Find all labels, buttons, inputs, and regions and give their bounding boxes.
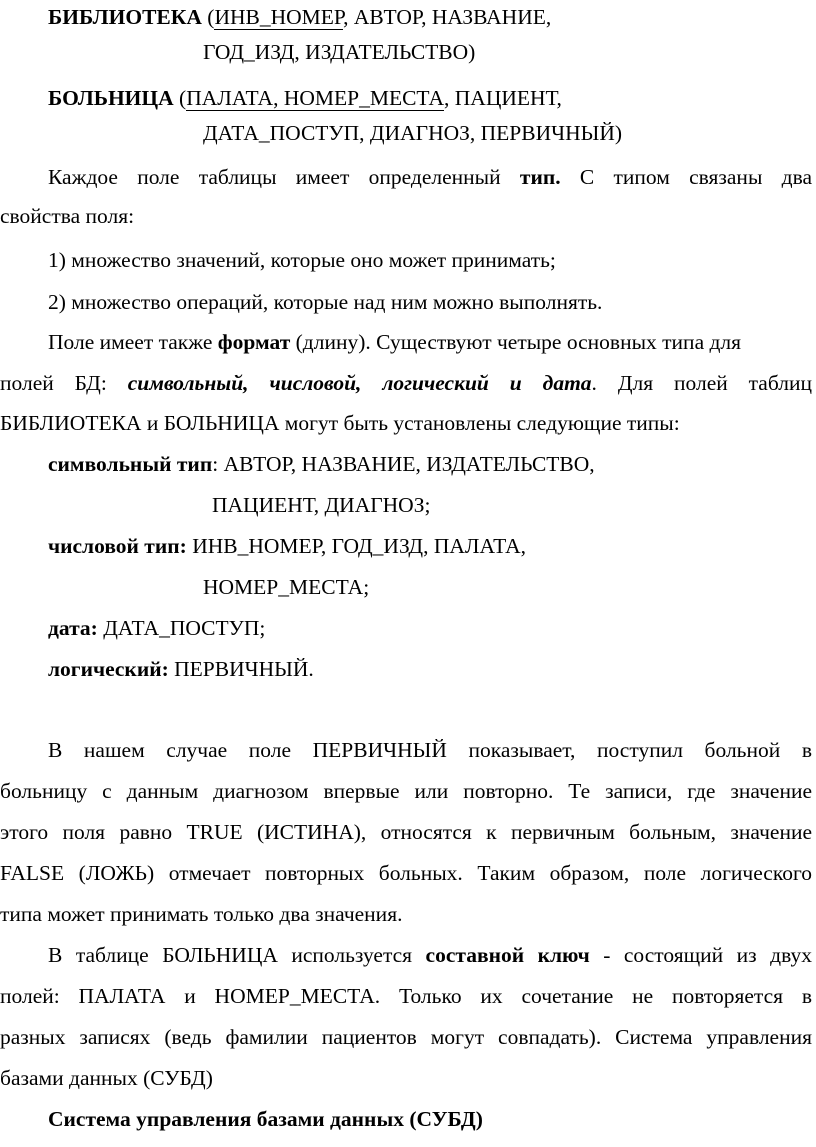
format-text-g: БИБЛИОТЕКА и БОЛЬНИЦА могут быть установлены следующие типы:	[0, 411, 680, 435]
date-type-line	[48, 613, 816, 643]
library-key-field: ИНВ_НОМЕР	[214, 5, 344, 29]
char-type-values-2: ПАЦИЕНТ, ДИАГНОЗ;	[212, 493, 431, 517]
para3-line4	[0, 858, 816, 888]
format-text-a: Поле имеет также	[48, 330, 218, 354]
format-term: формат	[217, 330, 291, 354]
hospital-schema-line1	[48, 83, 816, 113]
para3-text-2: больницу с данным диагнозом впервые или повторно. Те записи, где значение	[0, 779, 812, 803]
para3-text-1: В нашем случае поле ПЕРВИЧНЫЙ показывает, поступил больной в	[48, 738, 812, 762]
date-type-value: ДАТА_ПОСТУП;	[97, 616, 266, 640]
list-item-2	[48, 287, 816, 317]
num-type-label: числовой тип:	[48, 534, 187, 558]
bool-type-line	[48, 654, 816, 684]
bool-type-value: ПЕРВИЧНЫЙ.	[168, 657, 314, 681]
list-item-1	[48, 245, 816, 275]
char-type-line2	[212, 490, 816, 520]
type-intro-text-d: свойства поля:	[0, 204, 135, 228]
format-line3	[0, 408, 816, 438]
para4-line3	[0, 1022, 816, 1052]
char-type-label: символьный тип	[48, 452, 213, 476]
type-intro-text-a: Каждое поле таблицы имеет определенный	[48, 165, 501, 189]
format-line1	[48, 327, 816, 357]
type-term: тип.	[519, 165, 561, 189]
format-text-d: полей БД:	[0, 371, 107, 395]
date-type-label: дата:	[48, 616, 98, 640]
para4-line1	[48, 940, 816, 970]
hospital-table-name: БОЛЬНИЦА	[48, 86, 174, 110]
hospital-open-paren: (	[173, 86, 187, 110]
library-schema-line1	[48, 2, 816, 32]
para4-text-1c: - состоящий из двух	[589, 943, 812, 967]
library-open-paren: (	[201, 5, 215, 29]
type-intro-text-c: С типом связаны два	[579, 165, 812, 189]
library-fields-1: , АВТОР, НАЗВАНИЕ,	[343, 5, 552, 29]
format-line2	[0, 368, 816, 398]
para4-text-1a: В таблице БОЛЬНИЦА используется	[48, 943, 426, 967]
num-type-values-1: ИНВ_НОМЕР, ГОД_ИЗД, ПАЛАТА,	[186, 534, 527, 558]
hospital-fields-1: , ПАЦИЕНТ,	[444, 86, 562, 110]
para4-line4	[0, 1063, 816, 1093]
para3-text-3: этого поля равно TRUE (ИСТИНА), относятся к первичным больным, значение	[0, 820, 812, 844]
para3-text-4: FALSE (ЛОЖЬ) отмечает повторных больных. Таким образом, поле логического	[0, 861, 812, 885]
num-type-line1	[48, 531, 816, 561]
para3-line3	[0, 817, 816, 847]
type-intro-line2	[0, 201, 816, 231]
format-text-f: . Для полей таблиц	[591, 371, 812, 395]
hospital-fields-2: ДАТА_ПОСТУП, ДИАГНОЗ, ПЕРВИЧНЫЙ)	[203, 121, 623, 145]
type-intro-line1	[48, 162, 816, 192]
para3-line1	[48, 735, 816, 765]
types-list-emph: символьный, числовой, логический и дата	[127, 371, 592, 395]
library-fields-2: ГОД_ИЗД, ИЗДАТЕЛЬСТВО)	[203, 40, 476, 64]
para3-text-5: типа может принимать только два значения.	[0, 902, 403, 926]
library-schema-line2	[203, 37, 816, 67]
list-item-1-text: 1) множество значений, которые оно может принимать;	[48, 248, 556, 272]
para3-line5	[0, 899, 816, 929]
library-table-name: БИБЛИОТЕКА	[48, 5, 202, 29]
section-heading	[48, 1104, 816, 1134]
format-text-c: (длину). Существуют четыре основных типа для	[290, 330, 742, 354]
para4-text-3: разных записях (ведь фамилии пациентов могут совпадать). Система управления	[0, 1025, 812, 1049]
para3-line2	[0, 776, 816, 806]
bool-type-label: логический:	[48, 657, 169, 681]
para4-text-2: полей: ПАЛАТА и НОМЕР_МЕСТА. Только их сочетание не повторяется в	[0, 984, 812, 1008]
hospital-key-fields: ПАЛАТА, НОМЕР_МЕСТА	[186, 86, 445, 110]
para4-line2	[0, 981, 816, 1011]
char-type-line1	[48, 449, 816, 479]
para4-text-4: базами данных (СУБД)	[0, 1066, 213, 1090]
hospital-schema-line2	[203, 118, 816, 148]
list-item-2-text: 2) множество операций, которые над ним можно выполнять.	[48, 290, 603, 314]
num-type-values-2: НОМЕР_МЕСТА;	[203, 575, 370, 599]
char-type-values-1: : АВТОР, НАЗВАНИЕ, ИЗДАТЕЛЬСТВО,	[212, 452, 595, 476]
section-heading-text: Система управления базами данных (СУБД)	[48, 1107, 483, 1131]
composite-key-term: составной ключ	[425, 943, 590, 967]
num-type-line2	[203, 572, 816, 602]
